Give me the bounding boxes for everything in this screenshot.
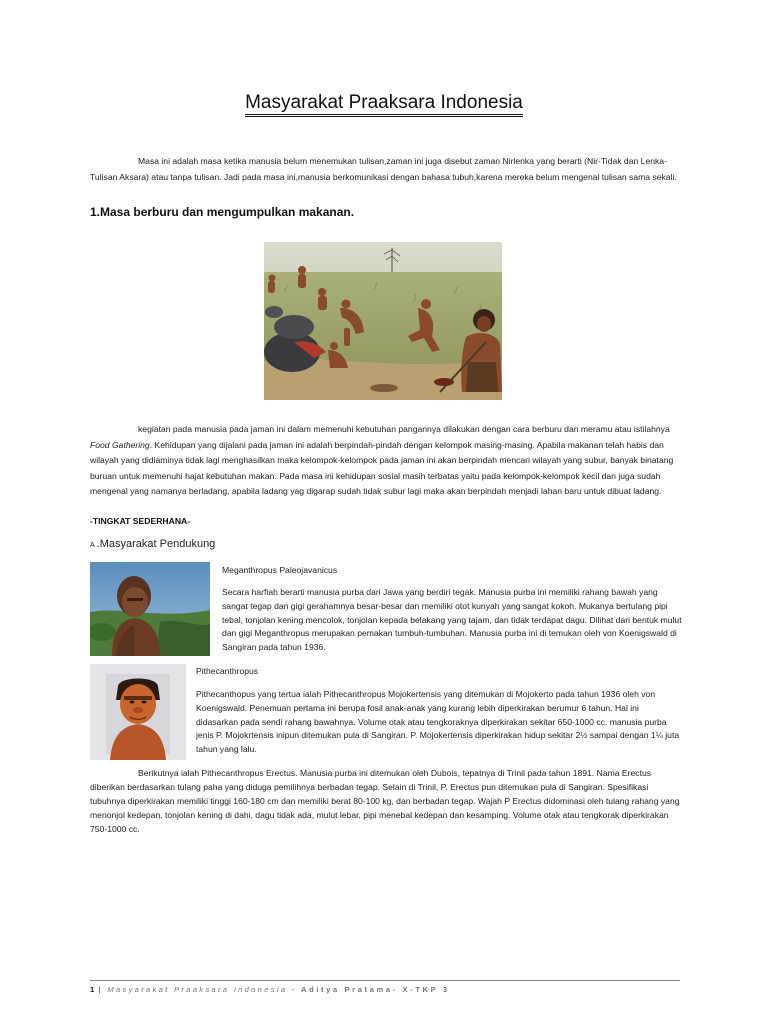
food-gathering-term: Food Gathering bbox=[90, 439, 150, 450]
pithecanthropus-paragraph: Pithecanthopus yang tertua ialah Pithecanthropus Mojokertensis yang ditemukan di Mojokerto pada tahun 1936 oleh von Koenigswald. Penemuan pertama ini berupa fosil anak-anak yang kurang lebih diperkirakan berumur 6 tahun. Hal ini didasarkan pada sendi rahang bawahnya. Volume otak atau tengkoraknya diperkirakan sekitar 650-1000 cc. manusia purba jenis P. Mojokrtensis inipun ditemukan pula di Sangiran. P. Mojokertensis diperkirakan hidup sekitar 2½ sampai dengan 1¼ juta tahun yang lalu. bbox=[196, 689, 680, 755]
footer-separator: | bbox=[94, 985, 108, 994]
pithecanthropus-portrait bbox=[90, 664, 186, 760]
section-heading: 1.Masa berburu dan mengumpulkan makanan. bbox=[90, 205, 355, 219]
intro-text: Masa ini adalah masa ketika manusia belum menemukan tulisan,zaman ini juga disebut zaman Nirlenka yang berarti (Nir-Tidak dan Lenka-Tulisan Aksara) atau tanpa tulisan. Jadi pada masa ini,manusia berkomunikasi dengan bahasa tubuh,karena mereka belum mengenal tulisan sama sekali. bbox=[90, 156, 677, 182]
page-footer bbox=[90, 985, 450, 994]
hunting-scene-image bbox=[264, 242, 502, 400]
footer-divider bbox=[90, 980, 680, 981]
pithecanthropus-heading: Pithecanthropus bbox=[196, 666, 259, 676]
footer-author: Aditya Pratama- X-TKP 3 bbox=[301, 985, 450, 994]
erectus-paragraph bbox=[90, 766, 680, 836]
section-paragraph bbox=[90, 422, 680, 500]
section-text-before: kegiatan pada manusia pada jaman ini dalam memenuhi kebutuhan pangannya dilakukan dengan cara berburu dan meramu atau istilahnya bbox=[138, 424, 670, 434]
meganthropus-image bbox=[90, 562, 210, 656]
erectus-text: Berikutnya ialah Pithecanthropus Erectus. Manusia purba ini ditemukan oleh Dubois, tepatnya di Trinil pada tahun 1891. Nama Erectus diberikan berdasarkan tulang paha yang diduga pemilihnya berbadan tegap. Selain di Trinil, P. Erectus pun ditemukan pula di Sangiran. Spesifikasi tubuhnya diperkirakan memiliki tinggi 160-180 cm dan memiliki berat 80-100 kg, dan berbadan tegap. Wajah P Erectus didominasi oleh tulang rahang yang menonjol kedepan, tonjolan kening di dahi, dagu tidak ada, mulut lebar, pipi menebal kedepan dan kesamping. Volume otak atau tengkorak diperkirakan 750-1000 cc. bbox=[90, 768, 680, 834]
pithecanthropus-image bbox=[90, 664, 186, 760]
footer-doc-title: Masyarakat Praaksara Indonesia bbox=[107, 985, 288, 994]
page-number: 1 bbox=[90, 985, 95, 994]
subsection-heading bbox=[90, 538, 215, 550]
meganthropus-paragraph: Secara harfiah berarti manusia purba dari Jawa yang berdiri tegak. Manusia purba ini memiliki rahang bawah yang sangat tegap dan gigi gerahamnya besar-besar dan memiliki otot kunyah yang sangat kokoh. Mukanya bertulang pipi tebal, tonjolan kening mencolok, tonjolan kepada belakang yang tajam, dan tidak terdapat dagu. Dilihat dari bentuk mulut dan gigi Meganthropus merupakan pemakan tumbuh-tumbuhan. Manusia purba ini di temukan oleh von Koenigswald di Sangiran pada tahun 1936. bbox=[222, 587, 682, 653]
page-title bbox=[0, 92, 768, 114]
intro-paragraph bbox=[90, 154, 680, 185]
meganthropus-heading: Meganthropus Paleojavanicus bbox=[222, 565, 338, 575]
page-title-text: Masyarakat Praaksara Indonesia bbox=[245, 92, 523, 117]
subsection-letter: A bbox=[90, 542, 95, 549]
meganthropus-portrait bbox=[90, 562, 210, 656]
section-text-after: . Kehidupan yang dijalani pada jaman ini adalah berpindah-pindah dengan kelompok masing-masing. Apabila makanan telah habis dan wilayah yang didiaminya tidak lagi menghasilkan maka kelompok-kelompok pada jaman ini akan berpindah mencari wilayah yang subur, banyak binatang buruan untuk memenuhi hajat kebutuhan makan. Pada masa ini kehidupan sosial masih terbatas yaitu pada kelompok-kelompok kecil dan juga sudah mengenal yang namanya berladang, apabila ladang yag digarap sudah tidak subur lagi maka akan berpindah menjadi lahan baru untuk dibuat ladang. bbox=[90, 439, 674, 497]
level-heading: -TINGKAT SEDERHANA- bbox=[90, 516, 191, 526]
hunting-gatherers-illustration bbox=[264, 242, 502, 400]
subsection-label: .Masyarakat Pendukung bbox=[96, 538, 216, 550]
footer-dash: - bbox=[287, 985, 301, 994]
